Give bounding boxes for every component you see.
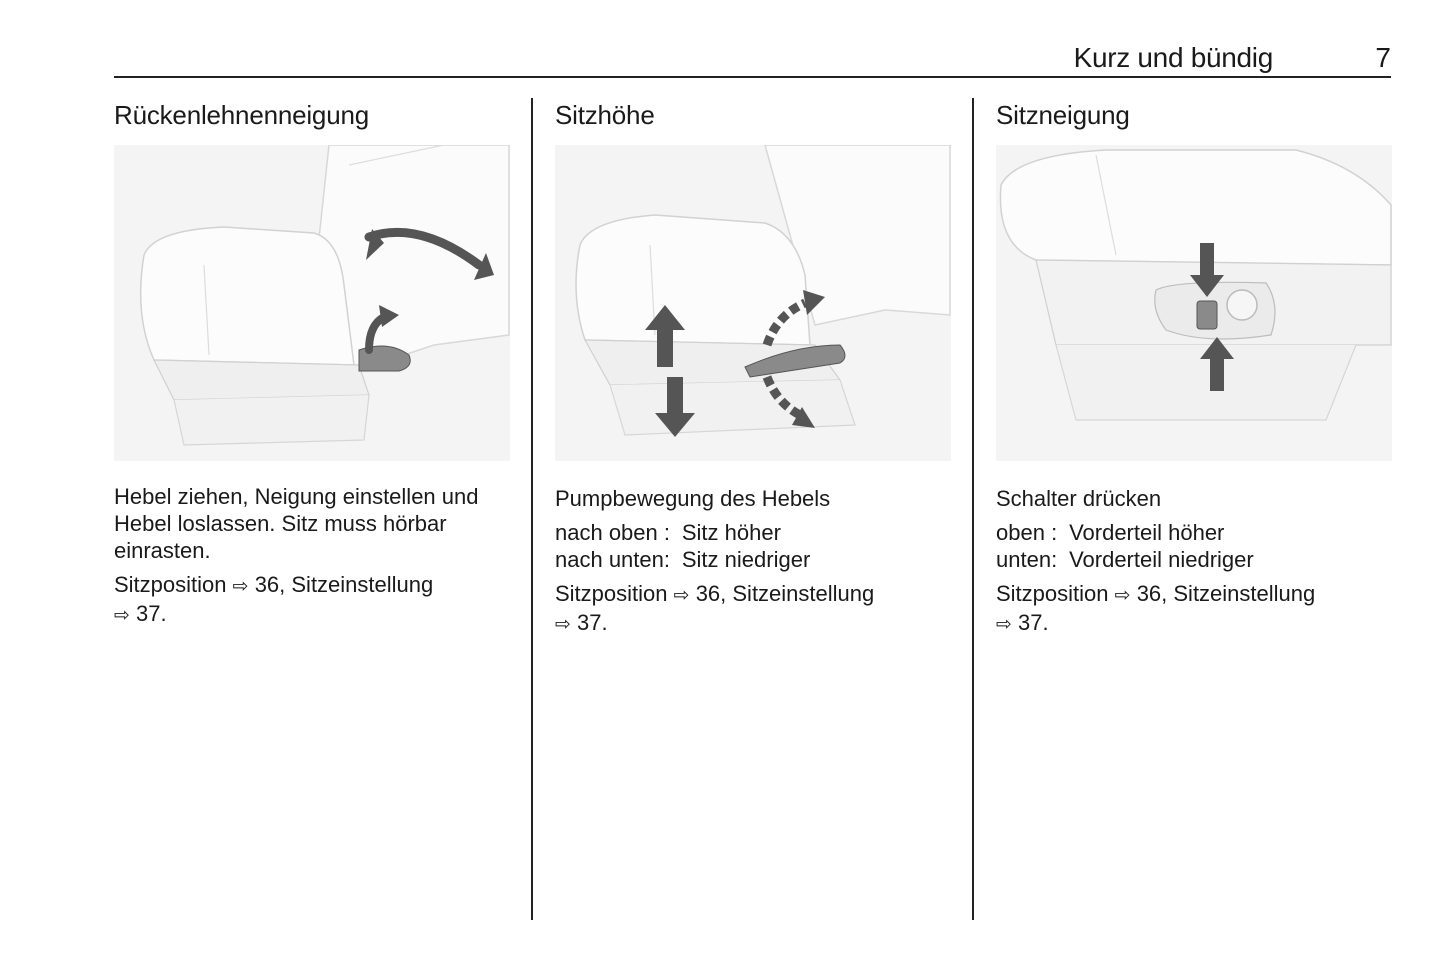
action-key: nach unten	[555, 547, 664, 572]
action-key: unten	[996, 547, 1052, 572]
action-separator: :	[1051, 520, 1058, 545]
seat-tilt-illustration	[996, 145, 1392, 461]
reference-arrow-icon: ⇨	[232, 576, 249, 597]
seat-height-illustration	[555, 145, 951, 461]
column-seat-height	[555, 98, 951, 698]
section-title: Kurz und bündig	[1073, 42, 1273, 73]
reference-arrow-icon: ⇨	[673, 585, 690, 606]
column-seat-tilt	[996, 98, 1392, 698]
action-list	[996, 519, 1396, 573]
page-header	[114, 38, 1391, 78]
action-result: Vorderteil höher	[1069, 520, 1225, 545]
column-backrest-tilt	[114, 98, 510, 698]
instruction-intro: Pumpbewegung des Hebels	[555, 486, 831, 511]
page-number: 7	[1375, 42, 1391, 73]
reference-arrow-icon: ⇨	[555, 614, 571, 635]
reference-arrow-icon: ⇨	[1114, 585, 1131, 606]
action-result: Vorderteil niedriger	[1069, 547, 1254, 572]
cross-reference: Sitzposition ⇨ 36, Sitzeinstellung ⇨ 37.	[996, 581, 1316, 635]
section-heading: Rückenlehnenneigung	[114, 100, 369, 130]
instruction-intro: Schalter drücken	[996, 486, 1162, 511]
reference-arrow-icon: ⇨	[996, 614, 1012, 635]
cross-reference: Sitzposition ⇨ 36, Sitzeinstellung ⇨ 37.	[114, 572, 434, 626]
action-list	[555, 519, 955, 573]
column-divider	[531, 98, 533, 920]
cross-reference: Sitzposition ⇨ 36, Sitzeinstellung ⇨ 37.	[555, 581, 875, 635]
action-result: Sitz höher	[681, 520, 781, 545]
action-separator: :	[663, 547, 670, 572]
action-separator: :	[663, 520, 670, 545]
column-divider	[972, 98, 974, 920]
reference-arrow-icon: ⇨	[114, 605, 130, 626]
action-result: Sitz niedriger	[681, 547, 811, 572]
section-heading: Sitzhöhe	[555, 100, 655, 130]
instruction-text: Hebel ziehen, Neigung einstellen und Hebel loslassen. Sitz muss hörbar einrasten.	[114, 484, 479, 563]
action-key: oben	[996, 520, 1045, 545]
seat-backrest-illustration	[114, 145, 510, 461]
action-separator: :	[1051, 547, 1058, 572]
action-key: nach oben	[555, 520, 658, 545]
section-heading: Sitzneigung	[996, 100, 1130, 130]
